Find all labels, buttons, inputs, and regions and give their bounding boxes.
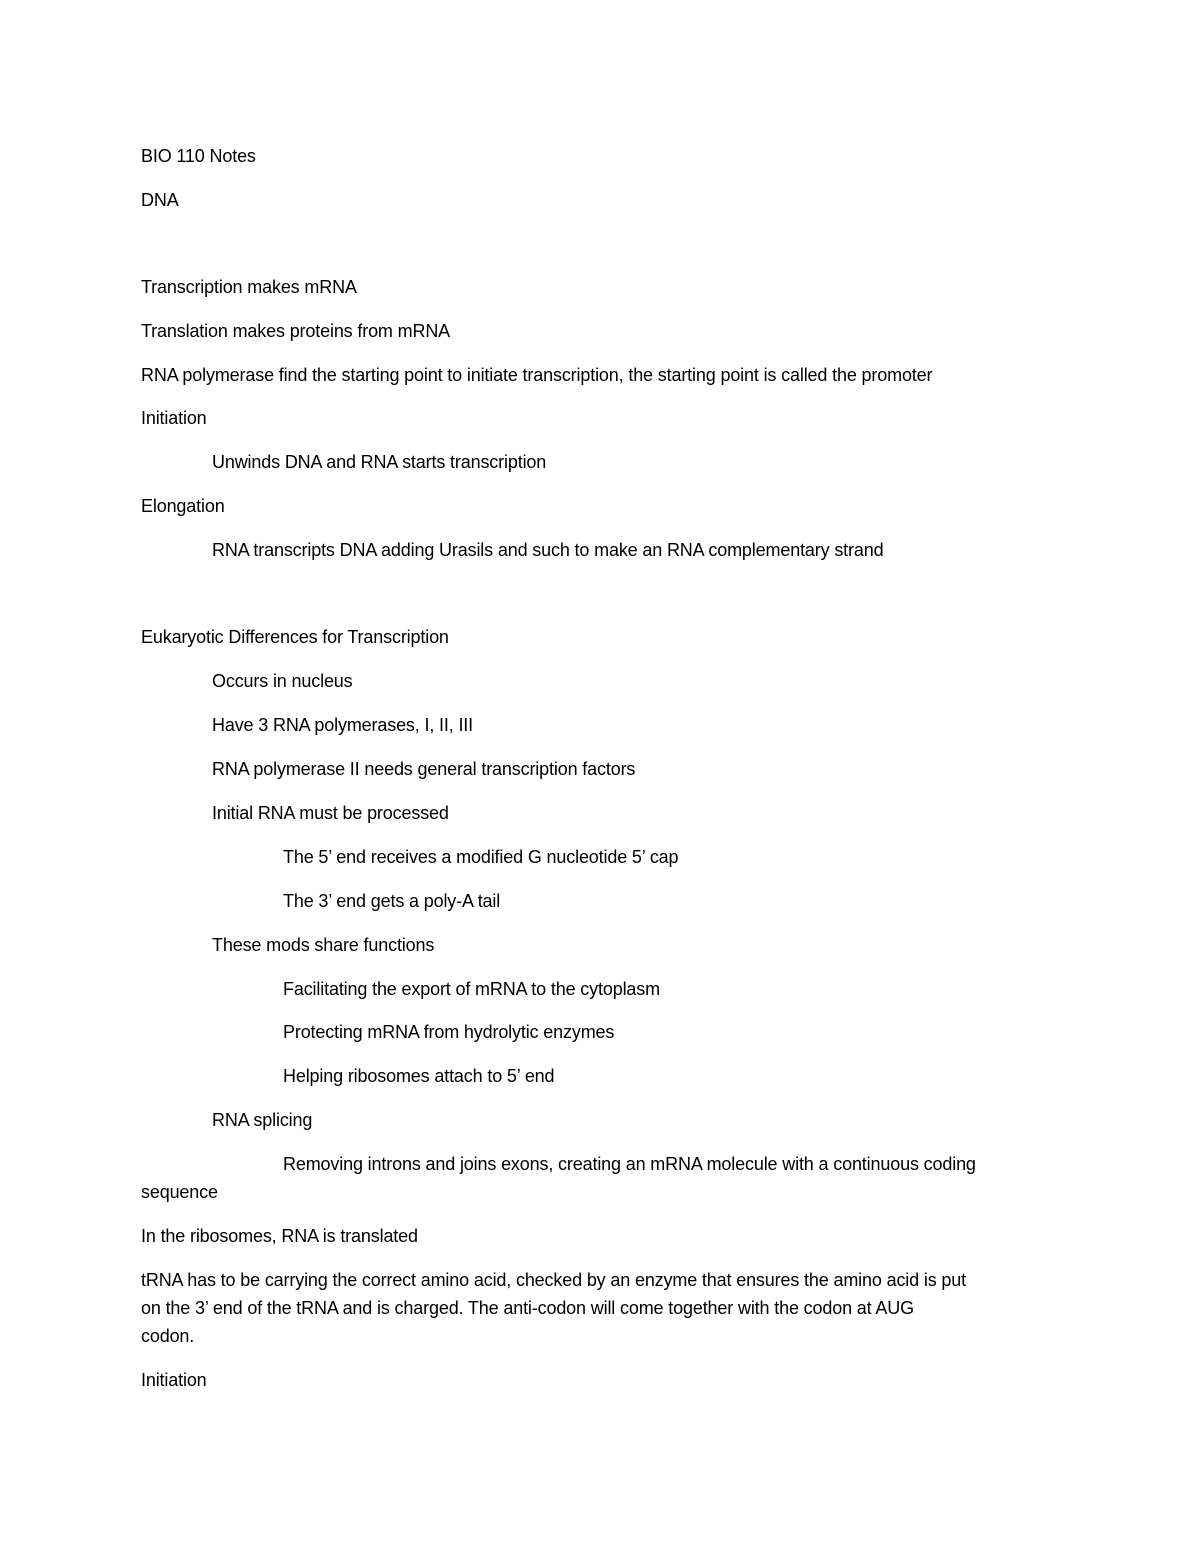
text-line: Removing introns and joins exons, creating an mRNA molecule with a continuous coding: [283, 1154, 976, 1174]
heading-initiation: Initiation: [141, 1370, 207, 1390]
text-line: on the 3’ end of the tRNA and is charged. The anti-codon will come together with the codon at AUG: [141, 1298, 914, 1318]
text-line: RNA polymerase II needs general transcription factors: [212, 759, 636, 779]
text-line: Protecting mRNA from hydrolytic enzymes: [283, 1022, 615, 1042]
text-line: Helping ribosomes attach to 5’ end: [283, 1066, 555, 1086]
heading-dna: DNA: [141, 190, 179, 210]
document-title: BIO 110 Notes: [141, 146, 256, 166]
heading-elongation: Elongation: [141, 496, 225, 516]
text-line: Occurs in nucleus: [212, 671, 353, 691]
heading-initiation: Initiation: [141, 408, 207, 428]
text-line: The 3’ end gets a poly-A tail: [283, 891, 501, 911]
text-line: Facilitating the export of mRNA to the cytoplasm: [283, 979, 660, 999]
text-line: RNA splicing: [212, 1110, 313, 1130]
heading-eukaryotic-differences: Eukaryotic Differences for Transcription: [141, 627, 449, 647]
text-line: These mods share functions: [212, 935, 435, 955]
text-line: Transcription makes mRNA: [141, 277, 357, 297]
text-line: Translation makes proteins from mRNA: [141, 321, 451, 341]
text-line: RNA polymerase find the starting point to initiate transcription, the starting point is called the promoter: [141, 365, 933, 385]
text-line: codon.: [141, 1326, 195, 1346]
text-line: Have 3 RNA polymerases, I, II, III: [212, 715, 473, 735]
text-line: tRNA has to be carrying the correct amino acid, checked by an enzyme that ensures the amino acid is put: [141, 1270, 966, 1290]
text-line: Initial RNA must be processed: [212, 803, 449, 823]
text-line: Unwinds DNA and RNA starts transcription: [212, 452, 547, 472]
text-line: sequence: [141, 1182, 218, 1202]
text-line: RNA transcripts DNA adding Urasils and such to make an RNA complementary strand: [212, 540, 884, 560]
text-line: The 5’ end receives a modified G nucleotide 5’ cap: [283, 847, 679, 867]
text-line: In the ribosomes, RNA is translated: [141, 1226, 418, 1246]
